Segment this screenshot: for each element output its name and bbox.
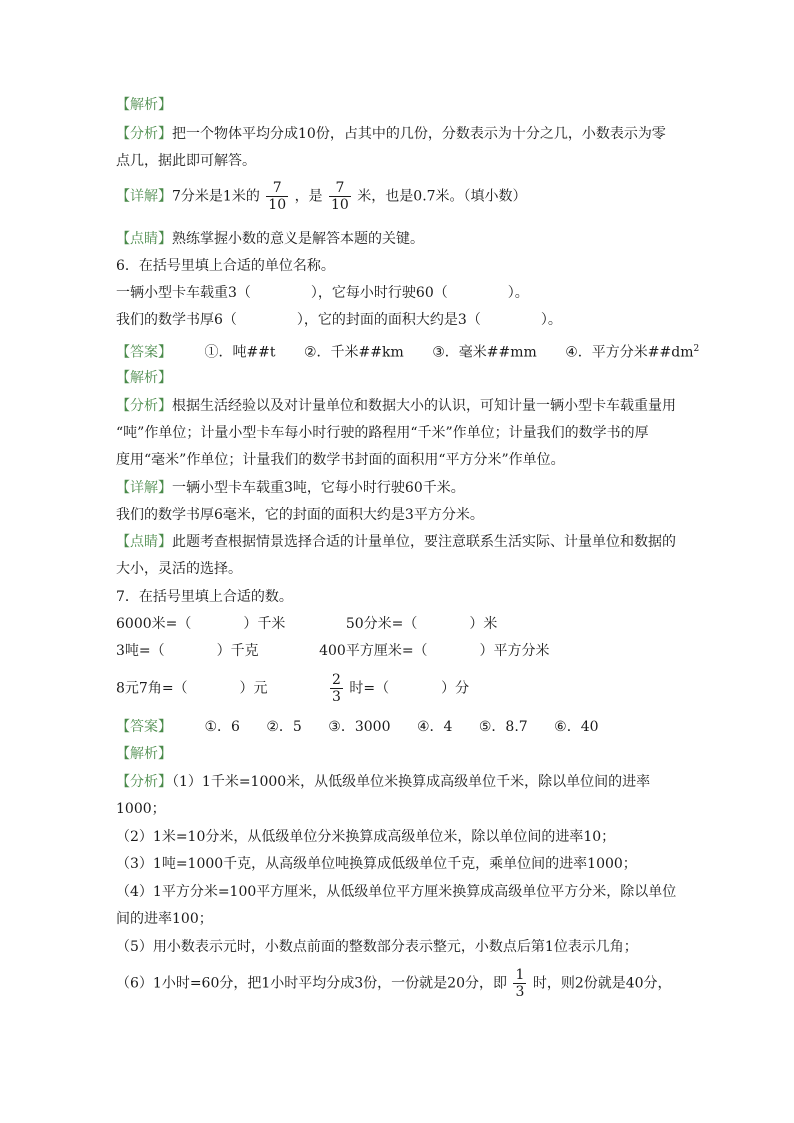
- analysis-line: 点几，据此即可解答。: [116, 153, 256, 169]
- key-point-line: 【点睛】此题考查根据情景选择合适的计量单位，要注意联系生活实际、计量单位和数据的: [116, 534, 676, 550]
- analysis-line: （2）1米=10分米，从低级单位分米换算成高级单位米，除以单位间的进率10；: [116, 829, 616, 845]
- analysis-line: （3）1吨=1000千克，从高级单位吨换算成低级单位千克，乘单位间的进率1000；: [116, 856, 637, 872]
- analysis-line: “吨”作单位；计量小型卡车每小时行驶的路程用“千米”作单位；计量我们的数学书的厚: [116, 425, 649, 441]
- question-line: 3吨=（ ）千克 400平方厘米=（ ）平方分米: [116, 643, 550, 659]
- detail-line: 我们的数学书厚6毫米，它的封面的面积大约是3平方分米。: [116, 507, 484, 523]
- detail-line: 【详解】一辆小型卡车载重3吨，它每小时行驶60千米。: [116, 480, 465, 496]
- answer-line: 【答案】 ①．6 ②．5 ③．3000 ④．4 ⑤．8.7 ⑥．40: [116, 719, 599, 735]
- detail-line: 【详解】7分米是1米的 $\frac{7}{10}$ ，是 $\frac{7}{10}$ 米，也是0.7米。（填小数）: [116, 180, 527, 213]
- question-line: 一辆小型卡车载重3（ ），它每小时行驶60（ ）。: [116, 285, 529, 301]
- fraction: $\frac{7}{10}$: [331, 180, 349, 213]
- analysis-line: 间的进率100；: [116, 911, 213, 927]
- analysis-line: 1000；: [116, 801, 166, 817]
- key-point-line: 【点睛】熟练掌握小数的意义是解答本题的关键。: [116, 231, 424, 247]
- question-line: 6000米=（ ）千米 50分米=（ ）米: [116, 616, 498, 632]
- answer-line: 【答案】 ①．吨##t ②．千米##km ③．毫米##mm ④．平方分米$\#\#dm^2$: [116, 344, 700, 361]
- question-line: 8元7角=（ ）元 $\frac{2}{3}$ 时=（ ）分: [116, 672, 470, 705]
- analysis-line: 度用“毫米”作单位；计量我们的数学书封面的面积用“平方分米”作单位。: [116, 452, 565, 468]
- analysis-line: （5）用小数表示元时，小数点前面的整数部分表示整元，小数点后第1位表示几角；: [116, 939, 638, 955]
- analysis-heading: 【解析】: [116, 370, 172, 386]
- key-point-line: 大小，灵活的选择。: [116, 561, 242, 577]
- analysis-line: （6）1小时=60分，把1小时平均分成3份，一份就是20分，即 $\frac{1}{3}$ 时，则2份就是40分，: [116, 967, 672, 1000]
- analysis-line: 【分析】（1）1千米=1000米，从低级单位米换算成高级单位千米，除以单位间的进率: [116, 774, 651, 790]
- fraction: $\frac{2}{3}$: [332, 672, 341, 705]
- question-6-title: 6．在括号里填上合适的单位名称。: [116, 258, 335, 274]
- fraction: $\frac{7}{10}$: [268, 180, 287, 213]
- fraction: $\frac{1}{3}$: [515, 967, 525, 1000]
- analysis-line: （4）1平方分米=100平方厘米，从低级单位平方厘米换算成高级单位平方分米，除以单位: [116, 884, 677, 900]
- analysis-line: 【分析】根据生活经验以及对计量单位和数据大小的认识，可知计量一辆小型卡车载重量用: [116, 398, 676, 414]
- analysis-heading: 【解析】: [116, 97, 172, 113]
- analysis-line: 【分析】把一个物体平均分成10份，占其中的几份，分数表示为十分之几，小数表示为零: [116, 126, 666, 142]
- question-line: 我们的数学书厚6（ ），它的封面的面积大约是3（ ）。: [116, 312, 562, 328]
- analysis-heading: 【解析】: [116, 746, 172, 762]
- question-7-title: 7．在括号里填上合适的数。: [116, 589, 293, 605]
